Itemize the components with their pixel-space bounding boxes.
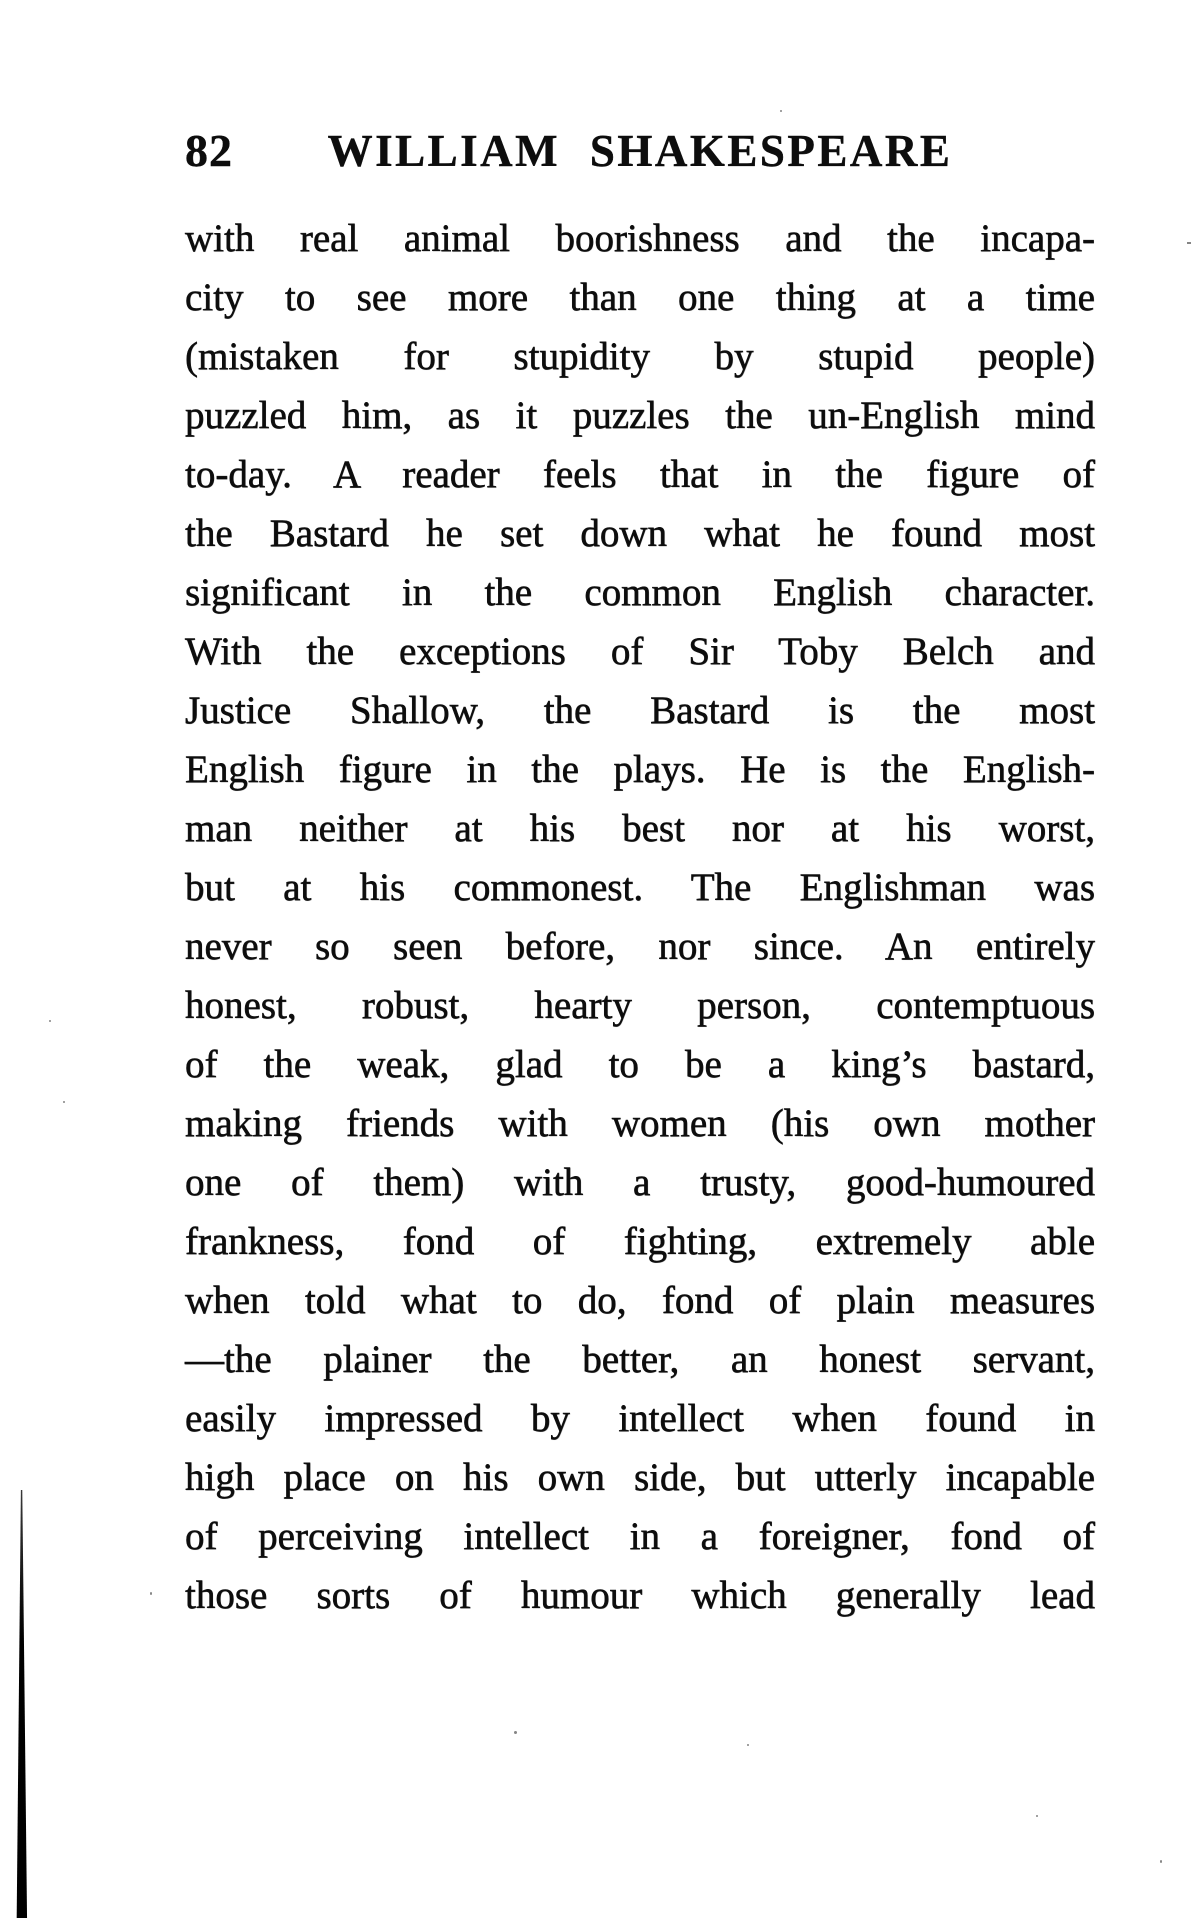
- body-text-block: [185, 209, 1095, 1625]
- scan-speck: [49, 1020, 51, 1022]
- text-line: when told what to do, fond of plain measures: [185, 1279, 1095, 1322]
- scan-speck: [1160, 1860, 1162, 1863]
- text-line: with real animal boorishness and the incapa-: [185, 217, 1095, 260]
- text-line: puzzled him, as it puzzles the un-English mind: [185, 394, 1095, 437]
- text-line: easily impressed by intellect when found in: [185, 1397, 1095, 1440]
- text-line: making friends with women (his own mother: [185, 1102, 1095, 1145]
- text-line: man neither at his best nor at his worst,: [185, 807, 1095, 850]
- text-line: never so seen before, nor since. An entirely: [185, 925, 1095, 968]
- scan-speck: [1036, 1815, 1038, 1817]
- scan-speck: [780, 110, 782, 112]
- text-line: but at his commonest. The Englishman was: [185, 866, 1095, 909]
- page-number: 82: [185, 125, 233, 176]
- text-line: With the exceptions of Sir Toby Belch and: [185, 630, 1095, 673]
- text-line: to-day. A reader feels that in the figure of: [185, 453, 1095, 496]
- text-line: city to see more than one thing at a time: [185, 276, 1095, 319]
- text-line: one of them) with a trusty, good-humoured: [185, 1161, 1095, 1204]
- text-line: of perceiving intellect in a foreigner, fond of: [185, 1515, 1095, 1558]
- text-line: frankness, fond of fighting, extremely able: [185, 1220, 1095, 1263]
- scan-speck: [747, 1744, 749, 1746]
- scan-speck: [150, 1592, 152, 1595]
- text-line: high place on his own side, but utterly incapable: [185, 1456, 1095, 1499]
- scan-speck: [1187, 242, 1191, 244]
- running-header: [185, 126, 1095, 180]
- text-line: honest, robust, hearty person, contemptuous: [185, 984, 1095, 1027]
- text-line: those sorts of humour which generally lead: [185, 1574, 1095, 1617]
- text-line: Justice Shallow, the Bastard is the most: [185, 689, 1095, 732]
- text-line: English figure in the plays. He is the English-: [185, 748, 1095, 791]
- text-line: —the plainer the better, an honest servant,: [185, 1338, 1095, 1381]
- text-line: significant in the common English character.: [185, 571, 1095, 614]
- running-title: WILLIAM SHAKESPEARE: [327, 126, 953, 176]
- text-line: (mistaken for stupidity by stupid people): [185, 335, 1095, 378]
- scan-spine-artifact: [15, 1490, 29, 1918]
- text-line: the Bastard he set down what he found most: [185, 512, 1095, 555]
- scan-speck: [514, 1731, 517, 1734]
- scan-speck: [63, 1101, 65, 1103]
- text-line: of the weak, glad to be a king’s bastard,: [185, 1043, 1095, 1086]
